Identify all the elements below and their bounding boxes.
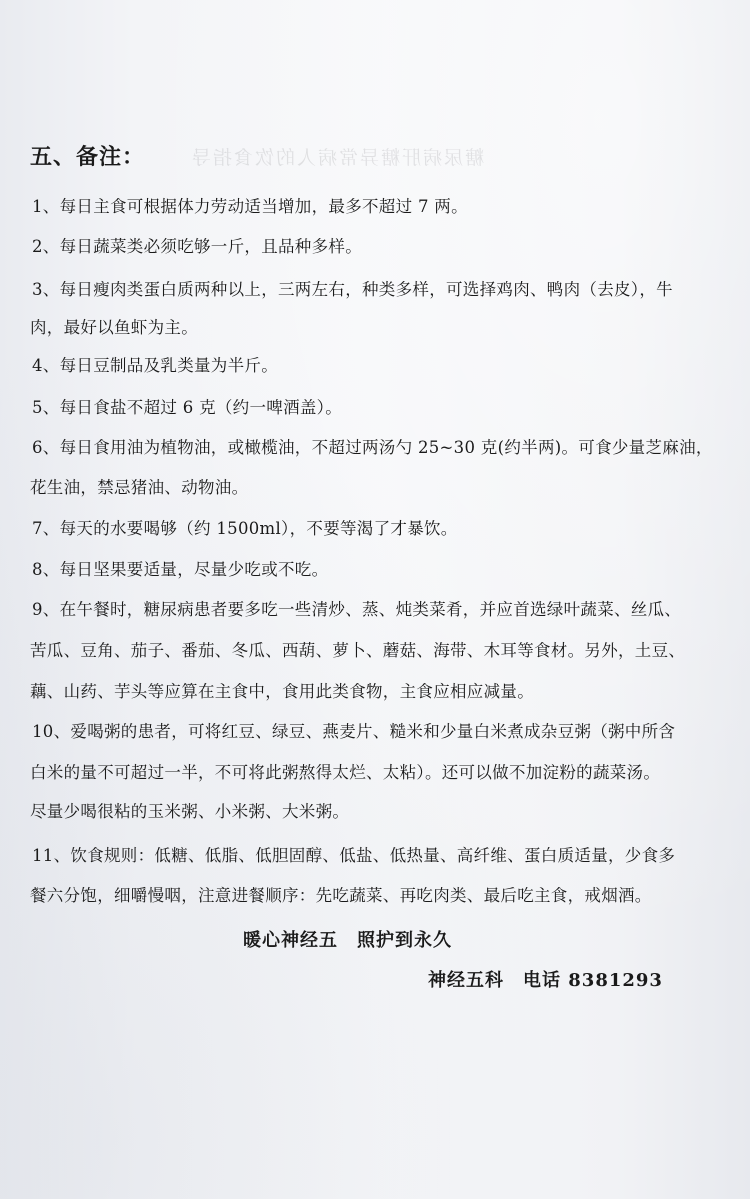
note-11-line-2: 餐六分饱，细嚼慢咽，注意进餐顺序：先吃蔬菜、再吃肉类、最后吃主食，戒烟酒。: [30, 886, 652, 905]
note-3-line-1: 3、每日瘦肉类蛋白质两种以上，三两左右，种类多样，可选择鸡肉、鸭肉（去皮），牛: [32, 280, 673, 299]
note-9-line-3: 藕、山药、芋头等应算在主食中，食用此类食物，主食应相应减量。: [30, 682, 534, 701]
note-3-line-2: 肉，最好以鱼虾为主。: [30, 318, 198, 337]
note-6-line-2: 花生油，禁忌猪油、动物油。: [30, 478, 249, 497]
note-7-line-1: 7、每天的水要喝够（约 1500ml），不要等渴了才暴饮。: [32, 519, 458, 538]
note-10-line-3: 尽量少喝很粘的玉米粥、小米粥、大米粥。: [30, 802, 350, 821]
note-8-line-1: 8、每日坚果要适量，尽量少吃或不吃。: [32, 560, 329, 579]
bleed-through-text: 糖尿病肝糖异常病人的饮食指导: [190, 147, 485, 169]
note-1-line-1: 1、每日主食可根据体力劳动适当增加，最多不超过 7 两。: [32, 197, 468, 216]
footer-slogan: 暖心神经五 照护到永久: [243, 930, 452, 951]
note-10-line-2: 白米的量不可超过一半，不可将此粥熬得太烂、太粘）。还可以做不加淀粉的蔬菜汤。: [30, 763, 661, 782]
note-9-line-2: 苦瓜、豆角、茄子、番茄、冬瓜、西葫、萝卜、蘑菇、海带、木耳等食材。另外，土豆、: [30, 641, 686, 660]
note-6-line-1: 6、每日食用油为植物油，或橄榄油，不超过两汤勺 25~30 克(约半两)。可食少量芝麻油，: [32, 438, 713, 457]
footer-contact: 神经五科 电话 8381293: [428, 970, 663, 991]
note-4-line-1: 4、每日豆制品及乳类量为半斤。: [32, 356, 278, 375]
note-5-line-1: 5、每日食盐不超过 6 克（约一啤酒盖）。: [32, 398, 343, 417]
note-9-line-1: 9、在午餐时，糖尿病患者要多吃一些清炒、蒸、炖类菜肴，并应首选绿叶蔬菜、丝瓜、: [32, 600, 682, 619]
note-2-line-1: 2、每日蔬菜类必须吃够一斤，且品种多样。: [32, 237, 362, 256]
note-10-line-1: 10、爱喝粥的患者，可将红豆、绿豆、燕麦片、糙米和少量白米煮成杂豆粥（粥中所含: [32, 722, 676, 741]
note-11-line-1: 11、饮食规则：低糖、低脂、低胆固醇、低盐、低热量、高纤维、蛋白质适量，少食多: [32, 846, 676, 865]
section-heading: 五、备注：: [30, 144, 146, 170]
